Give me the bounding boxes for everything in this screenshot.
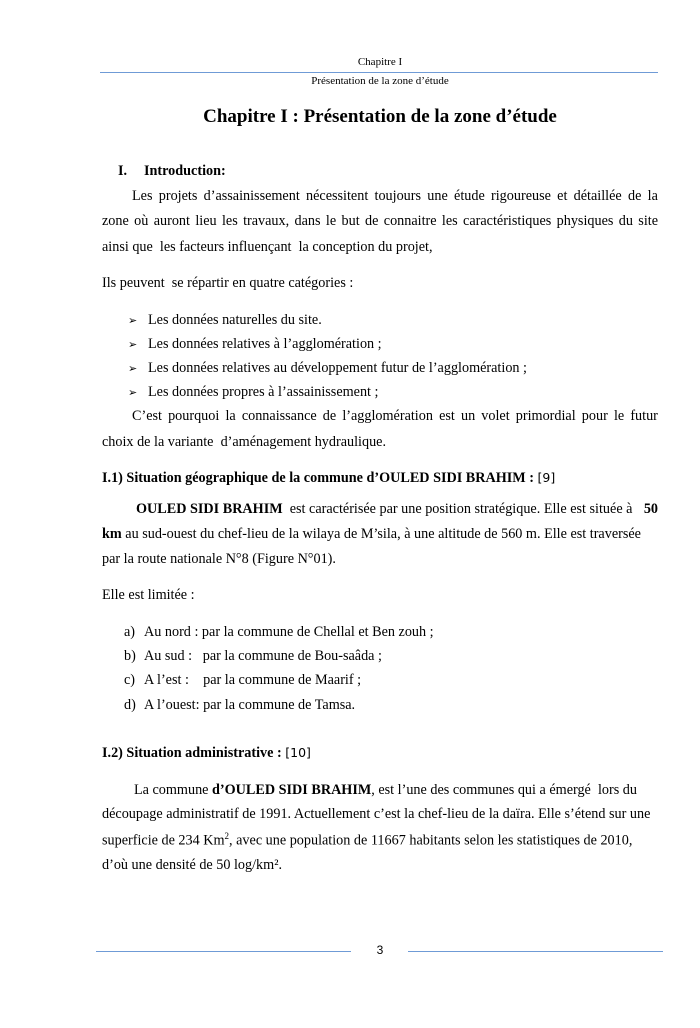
- arrow-bullet-icon: ➢: [128, 314, 138, 327]
- footer-divider-right: [408, 951, 663, 952]
- section1-ref: [9]: [537, 470, 556, 485]
- word: d’assainissement: [203, 188, 300, 204]
- section2-heading: [102, 745, 311, 762]
- section2-ref: [10]: [285, 745, 311, 760]
- intro-heading-number: I.: [118, 163, 128, 179]
- word: le: [325, 213, 337, 229]
- word: zone: [102, 213, 129, 229]
- section2-line3: superficie de 234 Km$^2$, avec une population de 11667 habitants selon les statistiques de 2010,: [102, 831, 633, 849]
- arrow-bullet-icon: ➢: [128, 386, 138, 399]
- footer-divider-left: [96, 951, 351, 952]
- section1-heading: [102, 470, 555, 487]
- word: C’est: [132, 408, 162, 424]
- section1-line3: par la route nationale N°8 (Figure N°01).: [102, 551, 336, 567]
- intro-para1-line2: [102, 213, 658, 230]
- word: de: [627, 188, 642, 204]
- bullet-item: ➢ Les données relatives à l’agglomération ;: [128, 336, 382, 352]
- word: de: [365, 213, 379, 229]
- word: primordial: [515, 408, 576, 424]
- limit-item: a) Au nord : par la commune de Chellal et Ben zouh ;: [124, 624, 434, 640]
- section1-title: I.1) Situation géographique de la commune d’OULED SIDI BRAHIM :: [102, 470, 534, 486]
- word: est: [439, 408, 455, 424]
- word: but: [341, 213, 360, 229]
- section1-line1: OULED SIDI BRAHIM est caractérisée par une position stratégique. Elle est située à 50: [136, 501, 658, 517]
- arrow-bullet-icon: ➢: [128, 362, 138, 375]
- intro-heading-title: Introduction:: [144, 163, 226, 179]
- section2-line1: La commune d’OULED SIDI BRAHIM, est l’une des communes qui a émergé lors du: [134, 782, 637, 798]
- section2-line4: d’où une densité de 50 log/km².: [102, 857, 282, 873]
- word: l’agglomération: [342, 408, 433, 424]
- word: détaillée: [573, 188, 622, 204]
- word: les: [441, 213, 458, 229]
- word: les: [221, 213, 238, 229]
- word: toujours: [374, 188, 422, 204]
- intro-para2: Ils peuvent se répartir en quatre catégories :: [102, 275, 354, 291]
- intro-heading: [118, 163, 226, 180]
- section2-title: I.2) Situation administrative :: [102, 745, 282, 761]
- intro-para1-line3: ainsi que les facteurs influençant la conception du projet,: [102, 239, 433, 255]
- intro-para3-line2: choix de la variante d’aménagement hydraulique.: [102, 434, 387, 450]
- word: le: [613, 408, 625, 424]
- word: volet: [481, 408, 510, 424]
- intro-para3-line1: [132, 408, 658, 425]
- bullet-item: ➢ Les données relatives au développement futur de l’agglomération ;: [128, 360, 527, 376]
- word: connaissance: [241, 408, 317, 424]
- limit-item: d) A l’ouest: par la commune de Tamsa.: [124, 697, 356, 713]
- word: la: [225, 408, 236, 424]
- word: travaux,: [243, 213, 290, 229]
- word: où: [134, 213, 149, 229]
- word: de: [322, 408, 337, 424]
- word: la: [647, 188, 658, 204]
- limit-item: c) A l’est : par la commune de Maarif ;: [124, 672, 362, 688]
- intro-para1-line1: [132, 188, 658, 205]
- word: site: [638, 213, 658, 229]
- word: dans: [294, 213, 321, 229]
- chapter-title: Chapitre I : Présentation de la zone d’étude: [203, 106, 557, 127]
- word: caractéristiques: [463, 213, 552, 229]
- bullet-item: ➢ Les données naturelles du site.: [128, 312, 322, 328]
- word: connaitre: [383, 213, 437, 229]
- limit-item: b) Au sud : par la commune de Bou-saâda ;: [124, 648, 382, 664]
- word: et: [557, 188, 568, 204]
- word: futur: [630, 408, 658, 424]
- word: pour: [581, 408, 608, 424]
- word: Les: [132, 188, 153, 204]
- word: physiques: [556, 213, 614, 229]
- word: du: [618, 213, 633, 229]
- word: une: [427, 188, 448, 204]
- word: rigoureuse: [491, 188, 551, 204]
- word: étude: [454, 188, 485, 204]
- word: projets: [158, 188, 198, 204]
- word: un: [460, 408, 476, 424]
- word: auront: [153, 213, 190, 229]
- page-number: 3: [376, 943, 384, 957]
- section1-limits-intro: Elle est limitée :: [102, 587, 195, 603]
- word: lieu: [195, 213, 217, 229]
- section2-line2: découpage administratif de 1991. Actuellement c’est la chef-lieu de la daïra. Elle s’étend sur une: [102, 806, 651, 822]
- bullet-item: ➢ Les données propres à l’assainissement ;: [128, 384, 379, 400]
- word: pourquoi: [168, 408, 220, 424]
- running-header-subtitle: Présentation de la zone d’étude: [311, 75, 449, 87]
- arrow-bullet-icon: ➢: [128, 338, 138, 351]
- running-header-chapter: Chapitre I: [357, 56, 403, 68]
- word: nécessitent: [306, 188, 369, 204]
- section1-line2: km au sud-ouest du chef-lieu de la wilaya de M’sila, à une altitude de 560 m. Elle est traversée: [102, 526, 641, 542]
- header-divider: [100, 72, 658, 73]
